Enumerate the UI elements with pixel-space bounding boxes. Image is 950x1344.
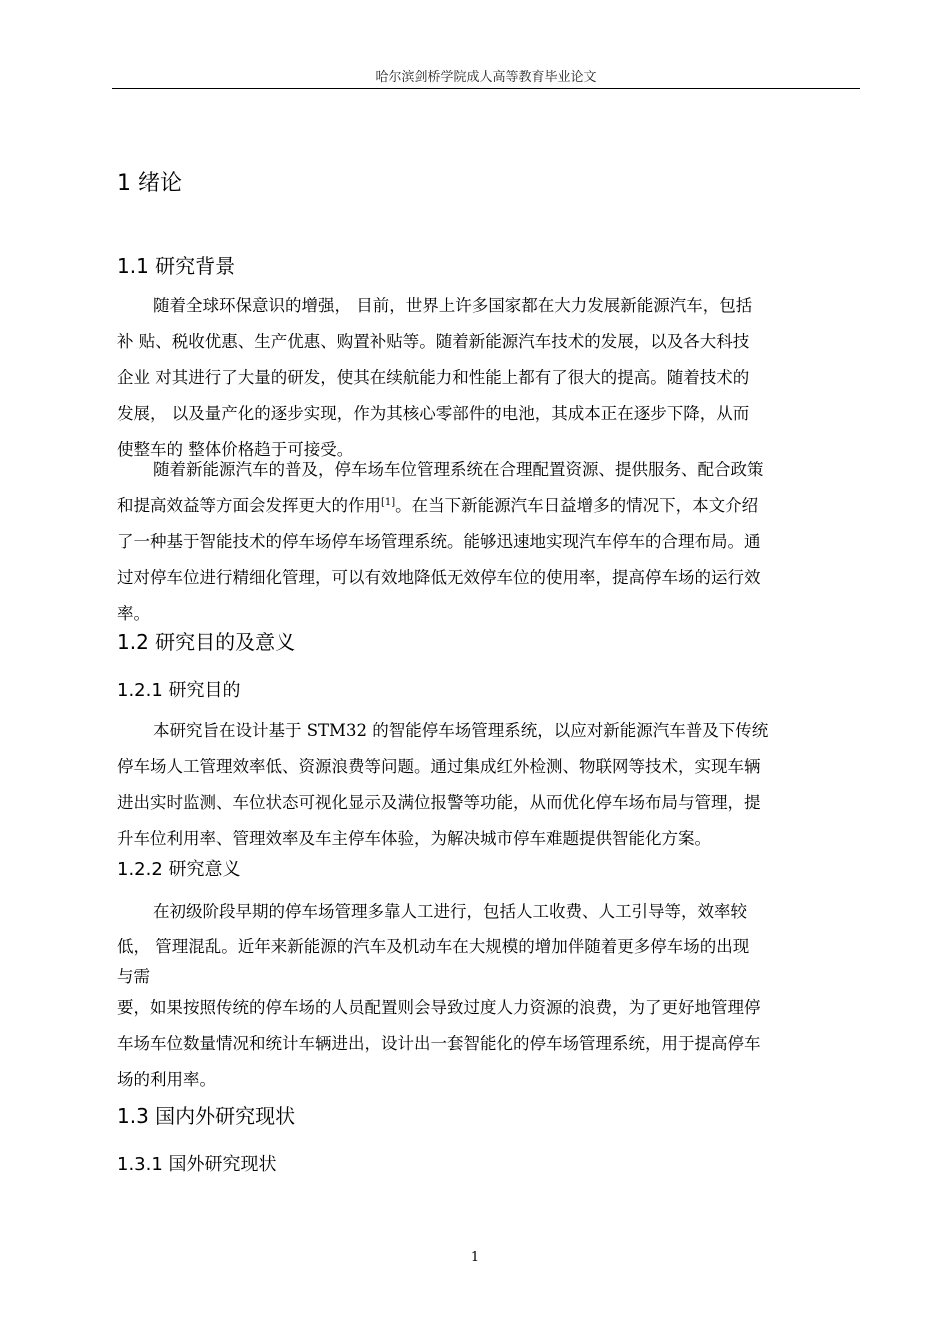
text-line: 了一种基于智能技术的停车场停车场管理系统。能够迅速地实现汽车停车的合理布局。通 (117, 532, 761, 551)
text-line: 与需 (117, 967, 150, 986)
text-fragment: 和提高效益等方面会发挥更大的作用 (117, 496, 381, 515)
paragraph-significance (117, 894, 859, 1098)
section-1-2-1-title: 1.2.1 研究目的 (117, 680, 241, 701)
paragraph-purpose (117, 713, 859, 857)
text-line: 低， 管理混乱。近年来新能源的汽车及机动车在大规模的增加伴随着更多停车场的出现 (117, 937, 750, 956)
text-line: 进出实时监测、车位状态可视化显示及满位报警等功能，从而优化停车场布局与管理，提 (117, 793, 761, 812)
paragraph-background-1 (117, 288, 859, 468)
text-line: 随着全球环保意识的增强， 目前，世界上许多国家都在大力发展新能源汽车，包括 (153, 296, 753, 315)
text-line: 停车场人工管理效率低、资源浪费等问题。通过集成红外检测、物联网等技术，实现车辆 (117, 757, 761, 776)
page-number: 1 (470, 1250, 480, 1265)
header-rule (112, 88, 860, 89)
text-line: 补 贴、税收优惠、生产优惠、购置补贴等。随着新能源汽车技术的发展，以及各大科技 (117, 332, 750, 351)
text-line: 要，如果按照传统的停车场的人员配置则会导致过度人力资源的浪费，为了更好地管理停 (117, 998, 761, 1017)
text-line: 升车位利用率、管理效率及车主停车体验，为解决城市停车难题提供智能化方案。 (117, 829, 711, 848)
text-line: 发展， 以及量产化的逐步实现，作为其核心零部件的电池，其成本正在逐步下降，从而 (117, 404, 750, 423)
text-line: 使整车的 整体价格趋于可接受。 (117, 440, 354, 459)
text-line: 本研究旨在设计基于 STM32 的智能停车场管理系统，以应对新能源汽车普及下传统 (153, 721, 769, 740)
chapter-title: 1 绪论 (117, 171, 182, 196)
text-line: 随着新能源汽车的普及，停车场车位管理系统在合理配置资源、提供服务、配合政策 (153, 460, 764, 479)
text-line: 车场车位数量情况和统计车辆进出，设计出一套智能化的停车场管理系统，用于提高停车 (117, 1034, 761, 1053)
section-1-2-2-title: 1.2.2 研究意义 (117, 859, 241, 880)
text-line: 企业 对其进行了大量的研发，使其在续航能力和性能上都有了很大的提高。随着技术的 (117, 368, 750, 387)
section-1-3-title: 1.3 国内外研究现状 (117, 1104, 296, 1128)
text-line (117, 488, 859, 524)
section-1-1-title: 1.1 研究背景 (117, 254, 236, 278)
section-1-3-1-title: 1.3.1 国外研究现状 (117, 1154, 277, 1175)
text-fragment: 。在当下新能源汽车日益增多的情况下，本文介绍 (395, 496, 759, 515)
running-header: 哈尔滨剑桥学院成人高等教育毕业论文 (375, 70, 597, 85)
text-line: 场的利用率。 (117, 1070, 216, 1089)
section-1-2-title: 1.2 研究目的及意义 (117, 630, 296, 654)
paragraph-background-2 (117, 452, 859, 632)
text-line: 过对停车位进行精细化管理，可以有效地降低无效停车位的使用率，提高停车场的运行效 (117, 568, 761, 587)
text-line: 在初级阶段早期的停车场管理多靠人工进行，包括人工收费、人工引导等，效率较 (153, 902, 747, 921)
text-line: 率。 (117, 604, 150, 623)
citation-ref[interactable]: [1] (381, 497, 396, 508)
